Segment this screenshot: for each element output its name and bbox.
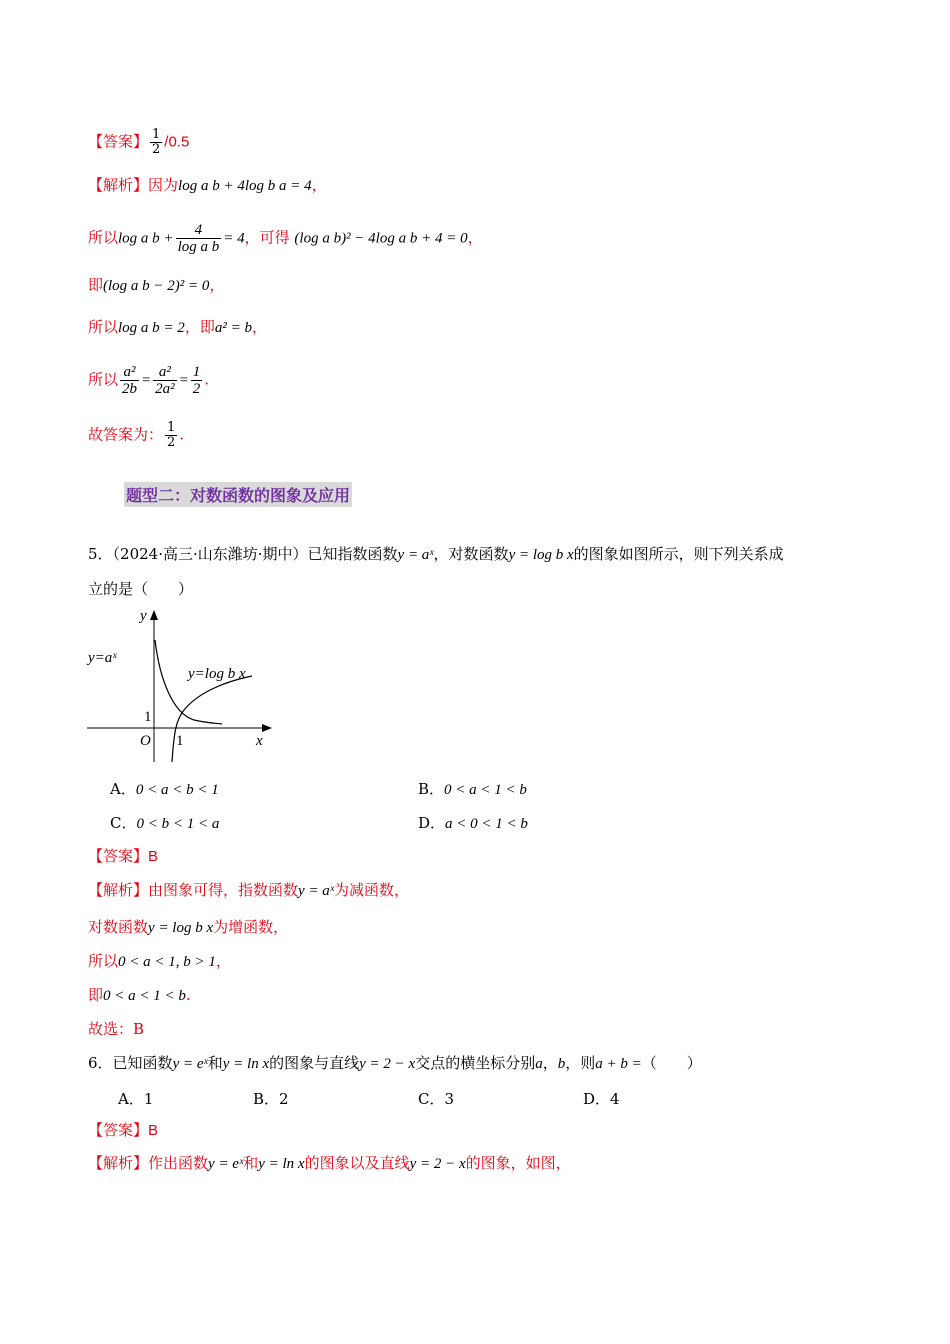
math-expression: 0 < a < 1 < b (444, 782, 527, 798)
math-fraction (153, 364, 177, 397)
label-origin: O (140, 733, 151, 749)
answer-line-q4 (88, 128, 189, 157)
answer-label: 【答案】 (88, 847, 149, 865)
math-expression: y = log b x (508, 547, 574, 563)
math-expression: y = ln x (258, 1156, 305, 1172)
text: ， (542, 1054, 558, 1072)
q6-option-a[interactable] (118, 1088, 153, 1110)
math-expression: b (557, 1056, 566, 1072)
option-label: B． (253, 1090, 280, 1108)
math-expression: a < 0 < 1 < b (445, 816, 528, 832)
option-c[interactable] (110, 812, 219, 835)
answer-label: 【答案】 (88, 132, 149, 151)
math-expression: (log a b − 2)² = 0 (103, 278, 210, 294)
q6-option-c[interactable] (418, 1088, 454, 1110)
fraction-denominator: 2 (192, 381, 201, 397)
math-expression: a² = b (214, 320, 252, 336)
math-expression: y = 2 − x (359, 1056, 416, 1072)
answer-value: B (148, 848, 159, 865)
math-expression: y = eˣ (208, 1156, 244, 1172)
option-label: B． (418, 780, 445, 798)
text: 所以 (88, 952, 119, 970)
analysis-label: 【解析】 (88, 1154, 149, 1172)
fraction-denominator: 2a² (155, 381, 175, 397)
text: 的图象如图所示，则下列关系成 (573, 545, 784, 563)
section-heading: 题型二：对数函数的图象及应用 (124, 482, 352, 507)
analysis-line-2: 所以log a b + $\frac{4}{\text{log a b}}$ = 4，可得 (log a b)² − 4log a b + 4 = 0， (88, 222, 483, 255)
answer-line-q6 (88, 1119, 158, 1142)
question-5-line-2: 立的是（ ） (88, 580, 194, 598)
text: 即 (88, 986, 104, 1004)
function-graph (82, 602, 272, 767)
answer-fraction (150, 128, 162, 157)
question-6-line (88, 1052, 702, 1075)
text: 即 (88, 276, 104, 294)
q6-option-d[interactable] (583, 1088, 620, 1110)
math-fraction (165, 421, 177, 450)
text: 和 (207, 1054, 223, 1072)
analysis-line-5: 所以 $\frac{\text{a²}}{2b}$ = $\frac{\text{a²}}{\text{2a²}}$ = $\frac{1}{2}$ . (88, 364, 210, 397)
answer-line-q5 (88, 845, 158, 868)
answer-alt-value: /0.5 (164, 133, 190, 151)
text: ，可得 (244, 228, 290, 247)
text: ，则 (565, 1054, 596, 1072)
fraction-numerator: 1 (167, 420, 176, 435)
math-expression: 0 < b < 1 < a (136, 816, 220, 832)
text: 的图象与直线 (269, 1054, 360, 1072)
question-number: 6． (88, 1054, 113, 1072)
math-expression: y = 2 − x (409, 1156, 466, 1172)
answer-label: 【答案】 (88, 1121, 149, 1139)
option-label: C． (418, 1090, 445, 1108)
exponential-curve (155, 640, 222, 724)
fraction-denominator: 2 (167, 435, 176, 450)
math-fraction (120, 364, 139, 397)
text: 所以 (88, 370, 119, 389)
option-value: 2 (279, 1090, 289, 1108)
math-fraction (191, 364, 203, 397)
math-expression: = 4 (223, 230, 245, 247)
text: ，即 (184, 318, 215, 336)
q5-solution-line-2 (88, 916, 288, 939)
text: 为增函数， (213, 918, 289, 936)
text: 的图象，如图， (465, 1154, 571, 1172)
option-value: 3 (444, 1090, 455, 1108)
fraction-numerator: 1 (152, 127, 161, 142)
math-expression: y = aˣ (397, 547, 434, 563)
logarithmic-curve (172, 676, 252, 762)
q6-option-b[interactable] (253, 1088, 289, 1110)
label-x-axis: x (256, 733, 263, 749)
option-value: 4 (610, 1090, 620, 1108)
text: 故答案为： (88, 425, 164, 444)
math-expression: a (535, 1056, 543, 1072)
option-d[interactable] (418, 812, 528, 835)
label-tick-y: 1 (144, 709, 152, 725)
analysis-line-1: 【解析】因为log a b + 4log b a = 4， (88, 176, 327, 194)
q5-solution-line-5: 故选：B (88, 1020, 145, 1038)
text: 为减函数， (334, 881, 410, 899)
analysis-label: 【解析】 (88, 176, 149, 194)
analysis-label: 【解析】 (88, 881, 149, 899)
text: 的图象以及直线 (304, 1154, 410, 1172)
math-expression: 0 < a < 1 < b (103, 988, 186, 1004)
math-expression: y = ln x (222, 1056, 270, 1072)
y-axis-arrow (150, 610, 158, 620)
text: 作出函数 (148, 1154, 209, 1172)
math-expression: y = aˣ (298, 883, 335, 899)
math-expression: log a b = 2 (118, 320, 185, 336)
math-expression: y = log b x (148, 920, 214, 936)
math-expression: a + b = (595, 1056, 642, 1072)
q5-solution-line-3: 所以0 < a < 1, b > 1， (88, 952, 231, 970)
fraction-denominator: 2 (152, 142, 161, 157)
label-log-curve: y=log b x (188, 666, 246, 682)
fraction-denominator: log a b (177, 239, 220, 255)
option-label: A． (110, 780, 136, 798)
math-expression: log a b + (118, 230, 174, 247)
label-exp-curve: y=aˣ (88, 650, 117, 666)
analysis-line-4: 所以log a b = 2，即a² = b， (88, 318, 267, 336)
text: 对数函数 (88, 918, 149, 936)
math-expression: (log a b)² − 4log a b + 4 = 0 (294, 230, 468, 247)
text: 和 (243, 1154, 259, 1172)
fraction-numerator: 1 (192, 364, 201, 380)
math-expression: y = eˣ (172, 1056, 208, 1072)
option-label: D． (583, 1090, 611, 1108)
text: 所以 (88, 318, 119, 336)
option-label: A． (118, 1090, 144, 1108)
fraction-numerator: 4 (176, 222, 222, 239)
analysis-line-3: 即(log a b − 2)² = 0， (88, 276, 225, 294)
q5-solution-line-4: 即0 < a < 1 < b. (88, 986, 191, 1004)
option-label: C． (110, 814, 137, 832)
option-a[interactable] (110, 778, 219, 801)
option-b[interactable] (418, 778, 527, 801)
fraction-numerator: a² (153, 364, 177, 381)
label-tick-x: 1 (176, 733, 184, 749)
x-axis-arrow (262, 724, 272, 732)
math-fraction (176, 222, 222, 255)
analysis-line-6: 故答案为： $\frac{1}{2}$ . (88, 420, 185, 450)
answer-value: B (148, 1122, 159, 1139)
text: 所以 (88, 228, 119, 247)
label-y-axis: y (140, 608, 147, 624)
question-number: 5． (88, 545, 113, 563)
q5-solution-line-1 (88, 879, 409, 902)
text: 由图象可得，指数函数 (148, 881, 299, 899)
fraction-numerator: a² (120, 364, 139, 381)
math-expression: 0 < a < 1, b > 1 (118, 954, 216, 970)
text: （ ） (641, 1054, 702, 1072)
text: 因为 (148, 176, 179, 194)
math-expression: log a b + 4log b a = 4 (178, 178, 312, 194)
question-5-line-1 (88, 543, 784, 566)
option-value: 1 (143, 1090, 154, 1108)
option-label: D． (418, 814, 446, 832)
q6-solution-line (88, 1152, 571, 1175)
text: 已知函数 (112, 1054, 173, 1072)
text: 交点的横坐标分别 (415, 1054, 536, 1072)
math-expression: 0 < a < b < 1 (135, 782, 219, 798)
text: （2024·高三·山东潍坊·期中）已知指数函数 (112, 545, 398, 563)
text: ，对数函数 (433, 545, 509, 563)
fraction-denominator: 2b (122, 381, 138, 397)
